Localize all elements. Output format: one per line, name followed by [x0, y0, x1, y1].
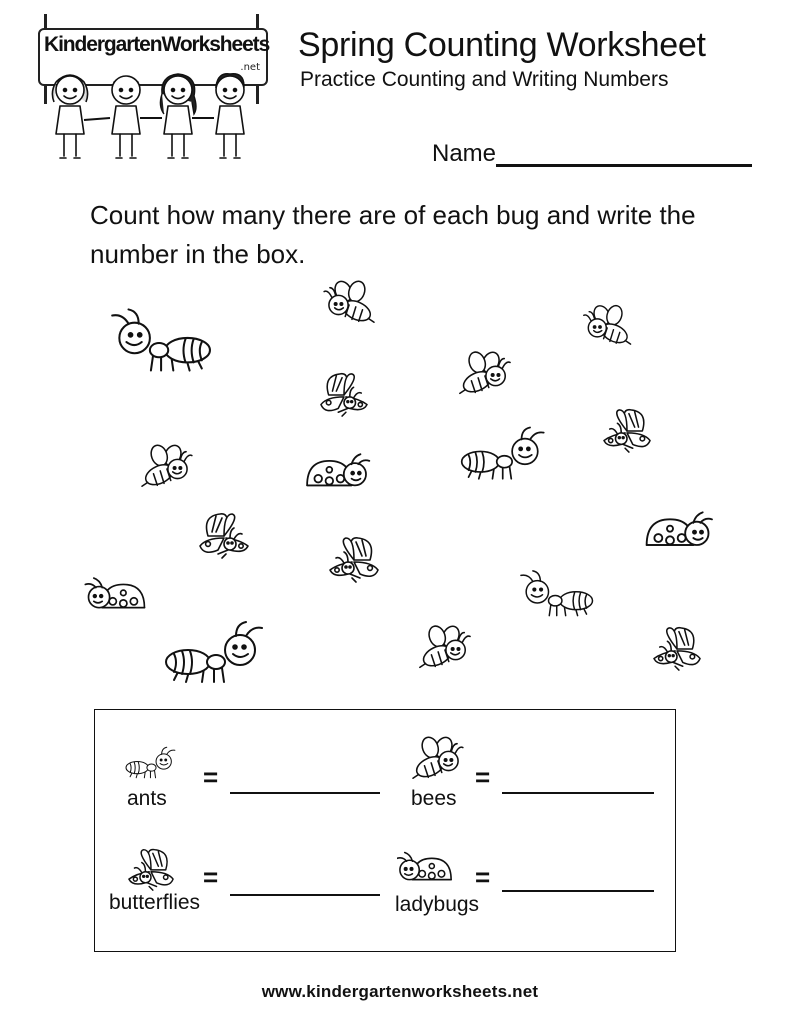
bee-icon — [136, 444, 194, 492]
answer-label-ants: ants — [127, 787, 167, 810]
ant-icon — [100, 304, 212, 378]
answer-box — [94, 709, 676, 952]
equals-sign: = — [203, 762, 219, 792]
site-logo — [32, 14, 272, 160]
name-write-line[interactable] — [496, 164, 752, 167]
kids-illustration — [44, 72, 260, 162]
equals-sign: = — [475, 762, 491, 792]
logo-text: KindergartenWorksheets — [44, 33, 270, 56]
answer-label-bees: bees — [411, 787, 457, 810]
ladybug-icon — [638, 510, 716, 552]
bee-icon — [322, 280, 380, 328]
ladybug-icon — [397, 850, 455, 886]
answer-line-bees[interactable] — [502, 792, 654, 794]
butterfly-icon — [314, 370, 374, 418]
butterfly-icon — [192, 510, 256, 560]
footer-url[interactable]: www.kindergartenworksheets.net — [261, 982, 539, 1001]
name-label: Name — [432, 140, 497, 167]
worksheet-title: Spring Counting Worksheet — [298, 26, 706, 64]
butterfly-icon — [648, 624, 706, 672]
answer-line-ladybugs[interactable] — [502, 890, 654, 892]
ant-icon — [512, 566, 594, 622]
equals-sign: = — [203, 862, 219, 892]
ant-icon — [460, 422, 554, 486]
answer-label-ladybugs: ladybugs — [395, 893, 480, 916]
equals-sign: = — [475, 862, 491, 892]
butterfly-icon — [598, 406, 656, 454]
bee-icon — [454, 350, 512, 400]
instructions: Count how many there are of each bug and write the number in the box. — [90, 200, 696, 269]
bee-icon — [414, 624, 472, 674]
answer-line-butterflies[interactable] — [230, 894, 380, 896]
ant-icon — [125, 744, 181, 782]
logo-suffix: .net — [240, 62, 260, 73]
butterfly-icon — [324, 534, 384, 584]
bee-icon — [582, 304, 636, 350]
ant-icon — [164, 616, 274, 690]
answer-line-ants[interactable] — [230, 792, 380, 794]
ladybug-icon — [84, 576, 150, 614]
worksheet-subtitle: Practice Counting and Writing Numbers — [300, 68, 669, 91]
answer-label-butterflies: butterflies — [109, 891, 201, 914]
ladybug-icon — [298, 452, 374, 492]
butterfly-icon — [123, 846, 179, 892]
bee-icon — [407, 736, 465, 784]
